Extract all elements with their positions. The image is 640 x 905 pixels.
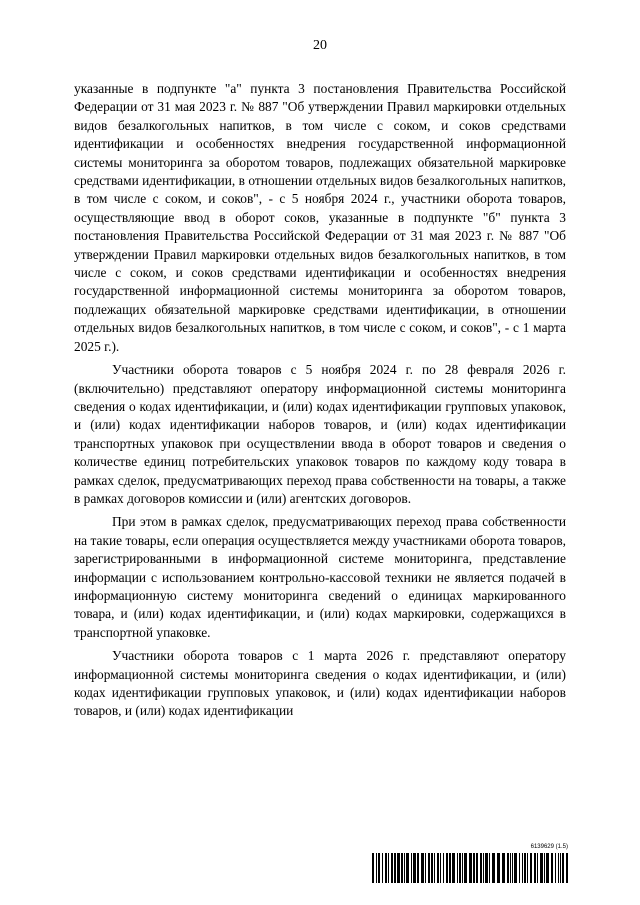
barcode-block: [372, 843, 568, 883]
paragraph: Участники оборота товаров с 5 ноября 2024 г. по 28 февраля 2026 г. (включительно) представляют оператору информационной системы мониторинга сведения о кодах идентификации, и (или) кодах идентификации групповых упаковок, и (или) кодах идентификации наборов товаров, и (или) кодах идентификации транспортных упаковок при осуществлении ввода в оборот товаров и сведения о количестве единиц потребительских упаковок товаров по каждому коду товара в рамках сделок, предусматривающих переход права собственности на товары, а также в рамках договоров комиссии и (или) агентских договоров.: [74, 362, 566, 506]
page-number: 20: [313, 38, 327, 53]
paragraph-continuation: указанные в подпункте "а" пункта 3 постановления Правительства Российской Федерации от 31 мая 2023 г. № 887 "Об утверждении Правил маркировки отдельных видов безалкогольных напитков, в том числе с соком, и соков средствами идентификации и особенностях внедрения государственной информационной системы мониторинга за оборотом товаров, подлежащих обязательной маркировке средствами идентификации, в отношении отдельных видов безалкогольных напитков, в том числе с соком, и соков", - с 5 ноября 2024 г., участники оборота товаров, осуществляющие ввод в оборот соков, указанные в подпункте "б" пункта 3 постановления Правительства Российской Федерации от 31 мая 2023 г. № 887 "Об утверждении Правил маркировки отдельных видов безалкогольных напитков, в том числе с соком, и соков средствами идентификации и особенностях внедрения государственной информационной системы мониторинга за оборотом товаров, подлежащих обязательной маркировке средствами идентификации, в отношении отдельных видов безалкогольных напитков, в том числе с соком, и соков", - с 1 марта 2025 г.).: [74, 81, 566, 354]
paragraph: Участники оборота товаров с 1 марта 2026 г. представляют оператору информационной системы мониторинга сведения о кодах идентификации, и (или) кодах идентификации групповых упаковок, и (или) кодах идентификации наборов товаров, и (или) кодах идентификации: [74, 648, 566, 719]
document-body: [74, 80, 566, 726]
barcode-image: [372, 853, 568, 883]
paragraph: При этом в рамках сделок, предусматривающих переход права собственности на такие товары, если операция осуществляется между участниками оборота товаров, зарегистрированными в информационной системе мониторинга, представление информации с использованием контрольно-кассовой техники не является подачей в информационную систему мониторинга сведений о единицах маркированного товара, и (или) кодах идентификации, и (или) кодах маркировки, содержащихся в транспортной упаковке.: [74, 514, 566, 640]
barcode-code: 6139629 (1.5): [530, 844, 568, 850]
